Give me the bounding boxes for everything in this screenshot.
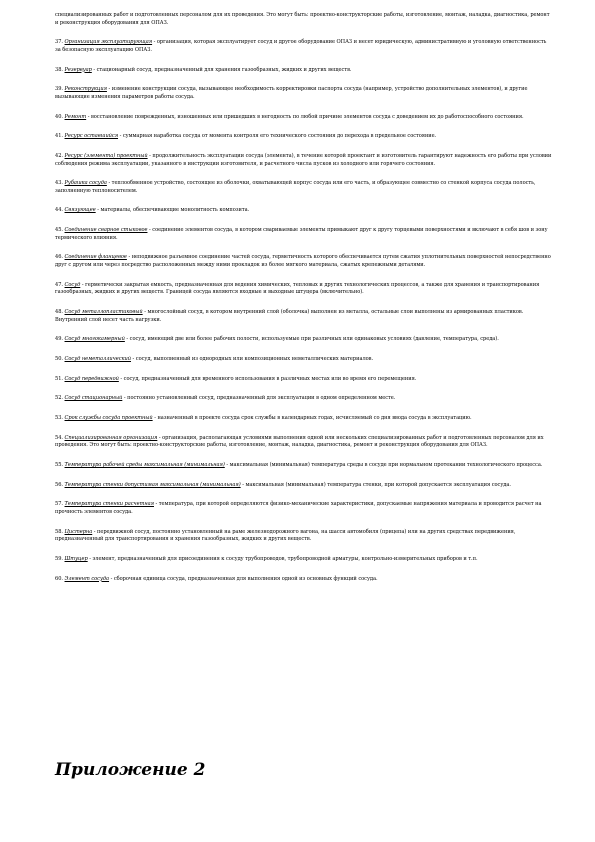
appendix-heading: Приложение 2 [55, 760, 206, 780]
definition-text: - передвижной сосуд, постоянно установленный на раме железнодорожного вагона, на шасси автомобиля (прицепа) или на других средствах передвижения, предназначенный для транспортирования и хранения газообразных, жидких и других веществ. [55, 528, 516, 543]
definition-term: Температура стенки расчетная [64, 501, 154, 508]
definition-item [55, 482, 553, 490]
definition-number: 39. [55, 86, 63, 93]
definition-term: Сосуд [64, 281, 81, 288]
definition-text: - восстановление поврежденных, изношенных или пришедших в негодность по любой причине элементов сосуда с доведением их до работоспособного состояния. [86, 113, 524, 120]
definition-term: Организация эксплуатирующая [64, 39, 153, 46]
definition-text: - организация, которая эксплуатирует сосуд и другое оборудование ОПАЗ и несет юридическую, административную и уголовную ответственность за безопасную эксплуатацию ОПАЗ. [55, 39, 547, 53]
definition-term: Рубашка сосуда [64, 180, 107, 187]
definition-item [55, 67, 553, 75]
definition-text: - неподвижное разъемное соединение частей сосуда, герметичность которого обеспечивается путем сжатия уплотнительных поверхностей непосредственно друг с другом или через посредство расположенных между ними прокладок из более мягкого материала, сжатых крепежными деталями. [55, 254, 551, 269]
definition-term: Штуцер [64, 555, 88, 562]
definition-item [55, 336, 553, 344]
definition-item [55, 180, 553, 195]
definition-item [55, 395, 553, 403]
definition-text: - элемент, предназначенный для присоединения к сосуду трубопроводов, трубопроводной арматуры, контрольно-измерительных приборов и т.п. [87, 555, 478, 562]
definition-text: - герметически закрытая емкость, предназначенная для ведения химических, тепловых и других технологических процессов, а также для хранения и транспортирования газообразных, жидких и других веществ. Границей сосуда являются входные и выходные штуцера (включительно). [55, 281, 540, 296]
definition-text: - соединение элементов сосуда, в котором свариваемые элементы примыкают друг к другу торцевыми поверхностями и включают в себя шов и зону термического влияния. [55, 227, 548, 241]
definition-number: 38. [55, 66, 63, 73]
definition-text: - теплообменное устройство, состоящее из оболочки, охватывающей корпус сосуда или его часть, и образующее совместно со стенкой корпуса сосуда полость, заполненную теплоносителем. [55, 180, 536, 194]
definition-text: - сосуд, предназначенный для временного использования в различных местах или во время его перемещения. [118, 375, 417, 382]
definition-number: 56. [55, 481, 63, 488]
definition-number: 48. [55, 309, 63, 315]
definition-item [55, 376, 553, 384]
definition-number: 60. [55, 575, 63, 582]
definition-item [55, 435, 553, 450]
definition-text: - стационарный сосуд, предназначенный для хранения газообразных, жидких и других веществ. [91, 66, 352, 73]
definition-item [55, 114, 553, 122]
definition-term: Ремонт [64, 113, 87, 120]
definition-number: 41. [55, 133, 63, 140]
definition-item [55, 207, 553, 215]
definition-item [55, 576, 553, 584]
definition-term: Реконструкция [64, 86, 107, 93]
definition-item [55, 415, 553, 423]
definition-number: 44. [55, 207, 63, 214]
definition-term: Специализированная организация [64, 434, 158, 441]
definition-text: - температура, при которой определяются физико-механические характеристики, допускаемые напряжения материала и проводится расчет на прочность элементов сосуда. [55, 501, 542, 515]
definition-number: 57. [55, 501, 63, 508]
definition-number: 47. [55, 281, 63, 288]
definition-number: 40. [55, 113, 63, 120]
definition-term: Сосуд передвижной [64, 375, 119, 382]
definition-number: 42. [55, 152, 63, 159]
definition-term: Связующее [64, 207, 96, 214]
definition-number: 52. [55, 395, 63, 402]
definition-item [55, 133, 553, 141]
definition-text: - сосуд, имеющий две или более рабочих полости, используемые при различных или одинаковых условиях (давление, температура, среда). [124, 336, 499, 343]
definition-term: Элемент сосуда [64, 575, 110, 582]
definition-text: - сборочная единица сосуда, предназначенная для выполнения одной из основных функций сосуда. [109, 575, 378, 582]
definition-term: Соединение фланцевое [64, 254, 127, 261]
definition-text: - постоянно установленный сосуд, предназначенный для эксплуатации в одном определенном месте. [122, 395, 396, 402]
definition-term: Сосуд многокамерный [64, 336, 125, 343]
definition-term: Ресурс (элемента) проектный [64, 152, 148, 159]
definition-item [55, 356, 553, 364]
definition-number: 46. [55, 254, 63, 261]
definitions-list [55, 12, 553, 595]
entries-container [55, 39, 553, 583]
definition-number: 59. [55, 555, 63, 562]
definition-item [55, 309, 553, 324]
definition-number: 58. [55, 528, 63, 535]
definition-text: - суммарная наработка сосуда от момента контроля его технического состояния до перехода в предельное состояние. [118, 133, 437, 140]
definition-item [55, 529, 553, 544]
definition-number: 49. [55, 336, 63, 343]
definition-number: 43. [55, 180, 63, 187]
definition-term: Сосуд металлопластиковый [64, 309, 143, 315]
definition-number: 51. [55, 375, 63, 382]
definition-term: Сосуд неметаллический [64, 355, 131, 362]
definition-term: Срок службы сосуда проектный [64, 415, 153, 422]
definition-number: 54. [55, 434, 63, 441]
definition-term: Температура рабочей среды максимальная (минимальная) [64, 462, 225, 468]
definition-term: Цистерна [64, 528, 93, 535]
definition-item [55, 282, 553, 297]
definition-text: - материалы, обеспечивающие монолитность композита. [95, 207, 250, 214]
definition-text: - сосуд, выполненный из однородных или композиционных неметаллических материалов. [130, 355, 374, 362]
definition-item [55, 39, 553, 54]
definition-item [55, 501, 553, 516]
definition-term: Ресурс оставшийся [64, 133, 119, 140]
definition-item [55, 153, 553, 168]
definition-item [55, 227, 553, 242]
definition-text: - организация, располагающая условиями выполнения одной или нескольких специализированных работ и подготовленных персоналом для их проведения. Это могут быть: проектно-конструкторские работы, изготовление, монтаж, наладка, диагностика, ремонт и реконструкция оборудования для ОПАЗ. [55, 434, 544, 449]
definition-term: Резервуар [64, 66, 92, 73]
definition-number: 45. [55, 227, 63, 234]
definition-number: 50. [55, 355, 63, 362]
definition-text: - максимальная (минимальная) температура среды в сосуде при нормальном протекании технологического процесса. [224, 462, 543, 468]
definition-item [55, 254, 553, 269]
definition-term: Температура стенки допустимая максимальная (минимальная) [64, 481, 241, 488]
definition-text: - изменение конструкции сосуда, вызывающее необходимость корректировки паспорта сосуда (например, устройство дополнительных элементов), и другие вызывающие изменения параметров работы сосуда. [55, 86, 528, 100]
definition-number: 37. [55, 39, 63, 46]
definition-text: - продолжительность эксплуатации сосуда (элемента), в течение которой проектант и изготовитель гарантируют надежность его работы при условии соблюдения режима эксплуатации, указанного в инструкции изготовителя, и расчетного числа пусков из холодного или горячего состояния. [55, 152, 552, 167]
definition-item [55, 462, 553, 470]
definition-text: - максимальная (минимальная) температура стенки, при которой допускается эксплуатация сосуда. [240, 481, 511, 488]
continued-paragraph: специализированных работ и подготовленных персоналом для их проведения. Это могут быть: проектно-конструкторские работы, изготовление, монтаж, наладка, диагностика, ремонт и реконструкция оборудования для ОПАЗ. [55, 12, 550, 26]
definition-term: Сосуд стационарный [64, 395, 123, 402]
definition-term: Соединение сварное стыковое [64, 227, 148, 234]
definition-item [55, 556, 553, 564]
definition-text: - многослойный сосуд, в котором внутренний слой (оболочка) выполнен из металла, остальные слои выполнены из армированных пластиков. Внутренний слой несет часть нагрузки. [55, 309, 524, 323]
definition-text: - назначенный в проекте сосуда срок службы в календарных годах, исчисляемый со дня ввода сосуда в эксплуатацию. [152, 415, 472, 422]
definition-number: 55. [55, 462, 63, 468]
definition-item [55, 86, 553, 101]
definition-number: 53. [55, 415, 63, 422]
